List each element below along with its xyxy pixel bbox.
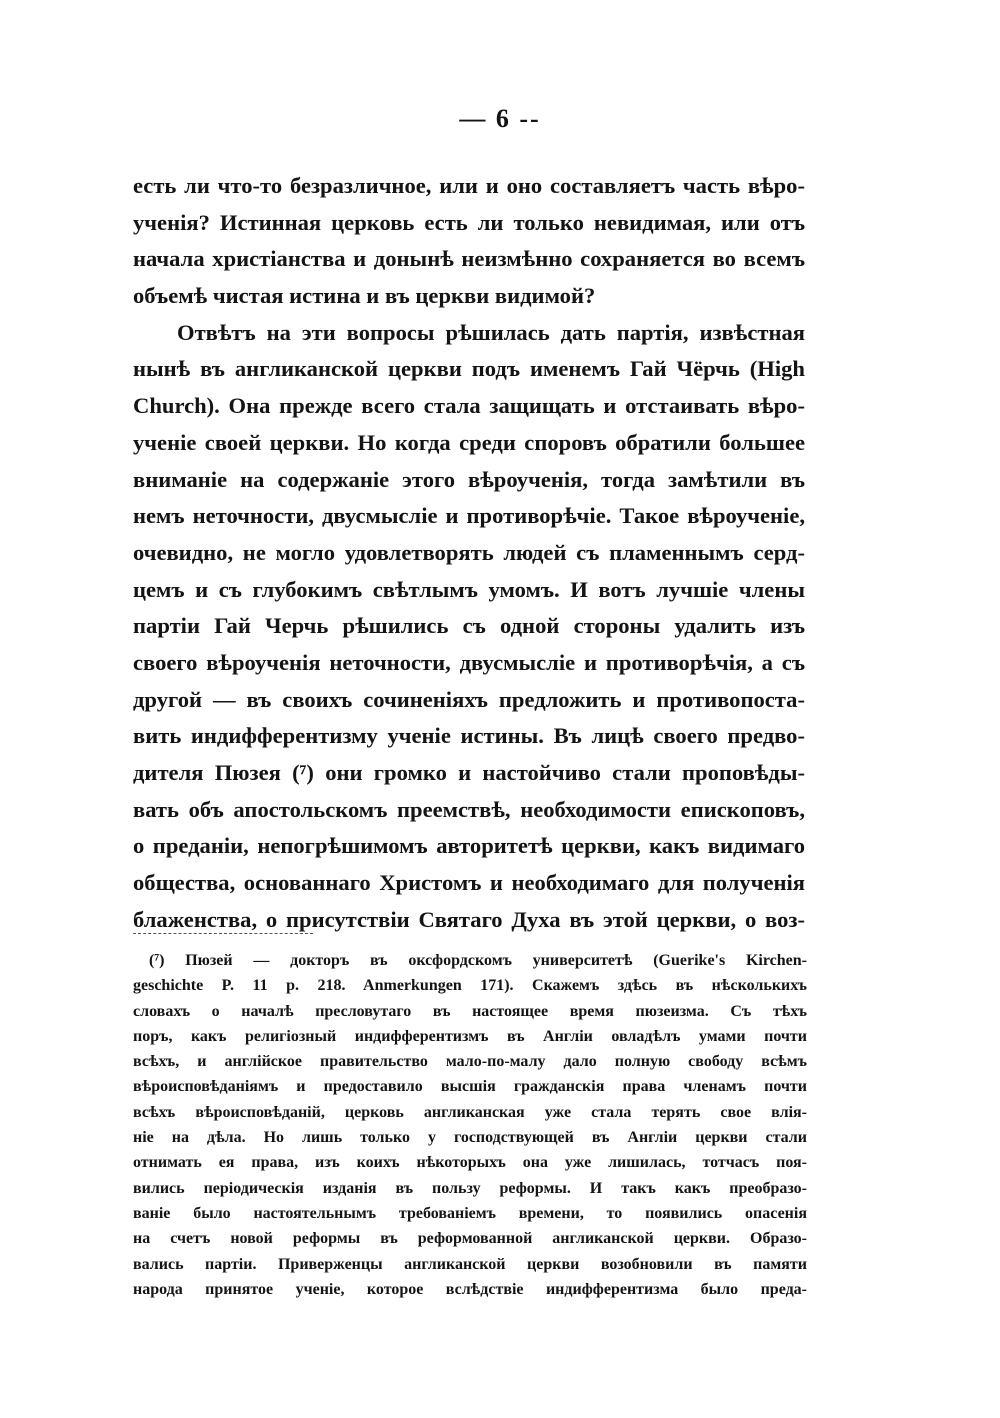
text-line: о преданіи, непогрѣшимомъ авторитетѣ церкви, какъ видимаго xyxy=(133,833,805,859)
footnote-line: geschichte P. 11 p. 218. Anmerkungen 171). Скажемъ здѣсь въ нѣсколькихъ xyxy=(133,977,807,995)
text-line: ученія? Истинная церковь есть ли только невидимая, или отъ xyxy=(133,209,805,235)
footnote-line: отнимать ея права, изъ коихъ нѣкоторыхъ она уже лишилась, тотчасъ поя- xyxy=(133,1154,807,1172)
text-line: начала христіанства и донынѣ неизмѣнно сохраняется во всемъ xyxy=(133,246,805,272)
text-line: Church). Она прежде всего стала защищать и отстаивать вѣро- xyxy=(133,393,805,419)
footnote-line: ніе на дѣла. Но лишь только у господствующей въ Англіи церкви стали xyxy=(133,1129,807,1147)
footnote-line: ваніе было настоятельнымъ требованіемъ времени, то появились опасенія xyxy=(133,1204,807,1222)
footnote-line: вѣроисповѣданіямъ и предоставило высшія гражданскія права членамъ почти xyxy=(133,1078,807,1096)
text-line: блаженства, о присутствіи Святаго Духа въ этой церкви, о воз- xyxy=(133,906,805,932)
text-line: дителя Пюзея (⁷) они громко и настойчиво стали проповѣды- xyxy=(133,760,805,785)
footnote-block xyxy=(133,948,807,1302)
text-line: вить индифферентизму ученіе истины. Въ лицѣ своего предво- xyxy=(133,723,805,749)
footnote-line: вались партіи. Приверженцы англиканской церкви возобновили въ памяти xyxy=(133,1255,807,1273)
text-line: общества, основаннаго Христомъ и необходимаго для полученія xyxy=(133,870,805,896)
text-line: объемѣ чистая истина и въ церкви видимой? xyxy=(133,283,596,309)
footnote-line: на счетъ новой реформы въ реформованной англиканской церкви. Образо- xyxy=(133,1230,807,1248)
text-line: есть ли что-то безразличное, или и оно составляетъ часть вѣро- xyxy=(133,173,805,198)
text-line: партіи Гай Черчь рѣшились съ одной стороны удалить изъ xyxy=(133,613,805,639)
text-line: своего вѣроученія неточности, двусмысліе и противорѣчія, а съ xyxy=(133,649,805,675)
text-line: немъ неточности, двусмысліе и противорѣчіе. Такое вѣроученіе, xyxy=(133,503,805,529)
text-line: ученіе своей церкви. Но когда среди споровъ обратили большее xyxy=(133,429,805,455)
text-line: вниманіе на содержаніе этого вѣроученія, тогда замѣтили въ xyxy=(133,466,805,492)
footnote-line: всѣхъ вѣроисповѣданій, церковь англиканская уже стала терять свое влія- xyxy=(133,1103,807,1121)
footnote-line: вились періодическія изданія въ пользу реформы. И такъ какъ преобразо- xyxy=(133,1179,807,1197)
text-line: цемъ и съ глубокимъ свѣтлымъ умомъ. И вотъ лучшіе члены xyxy=(133,576,805,602)
footnote-line: (⁷) Пюзей — докторъ въ оксфордскомъ университетѣ (Guerike's Kirchen- xyxy=(149,952,807,969)
footnote-divider xyxy=(133,933,313,934)
footnote-line: словахъ о началѣ пресловутаго въ настоящее время пюзеизма. Съ тѣхъ xyxy=(133,1002,807,1020)
main-text-body xyxy=(133,168,805,938)
text-line: Отвѣтъ на эти вопросы рѣшилась дать партія, извѣстная xyxy=(177,319,805,345)
footnote-line: народа принятое ученіе, которое вслѣдствіе индифферентизма было преда- xyxy=(133,1280,807,1298)
text-line: нынѣ въ англиканской церкви подъ именемъ Гай Чёрчь (High xyxy=(133,356,805,382)
text-line: очевидно, не могло удовлетворять людей съ пламеннымъ серд- xyxy=(133,539,805,565)
footnote-line: поръ, какъ религіозный индифферентизмъ въ Англіи овладѣлъ умами почти xyxy=(133,1027,807,1045)
text-line: другой — въ своихъ сочиненіяхъ предложить и противопоста- xyxy=(133,686,805,712)
footnote-line: всѣхъ, и англійское правительство мало-по-малу дало полную свободу всѣмъ xyxy=(133,1053,807,1071)
page-number: — 6 -- xyxy=(459,104,541,133)
text-line: вать объ апостольскомъ преемствѣ, необходимости епископовъ, xyxy=(133,796,805,822)
